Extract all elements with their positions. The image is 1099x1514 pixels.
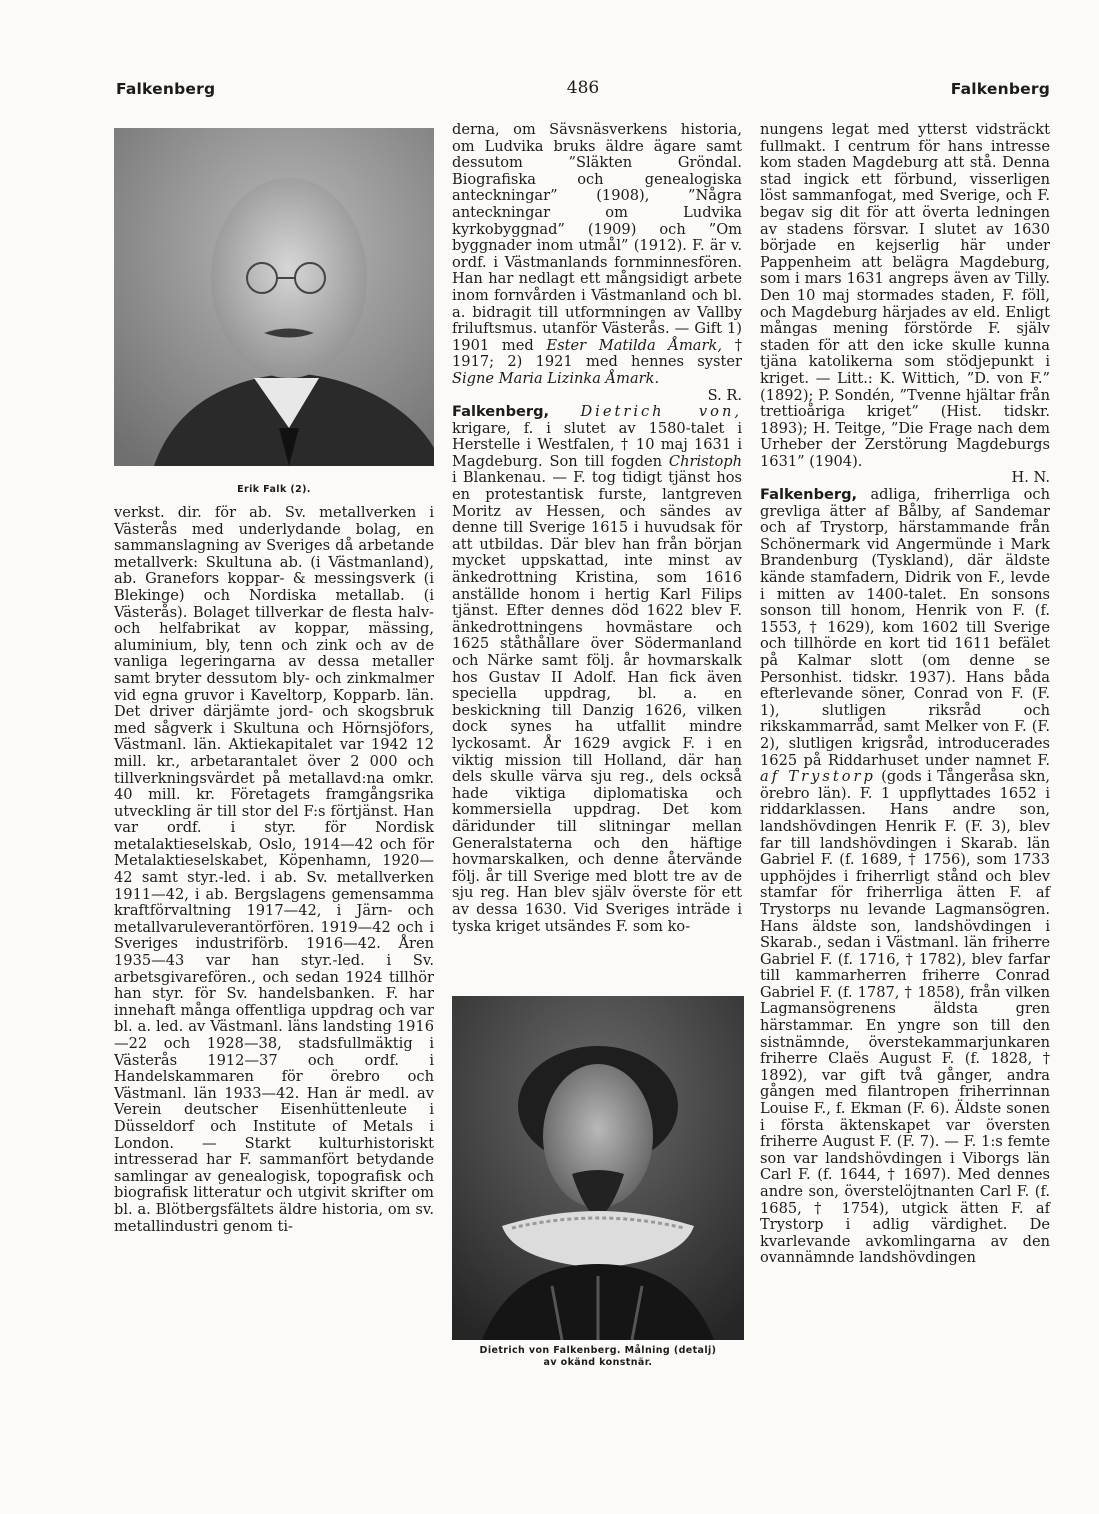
col2-wife2: Signe Maria Lizinka Åmark. <box>452 369 660 387</box>
portrait-dietrich-von-falkenberg <box>452 996 744 1340</box>
col3-text1: nungens legat med ytterst vidsträckt fullmakt. I centrum för hans intresse kom staden Magdeburg att stå. Denna stad ingick ett förbund, visserligen löst sammanfogat, med Sverige, och F. begav sig dit för att överta ledningen av stadens försvar. I slutet av 1630 började en kejserlig här under Pappenheim att belägra Magdeburg, som i mars 1631 angreps även av Tilly. Den 10 maj stormades staden, F. föll, och Magdeburg härjades av eld. Enligt mångas mening förstörde F. själv staden för att den icke skulle kunna tjäna katolikerna som stödjepunkt i kriget. — Litt.: K. Wittich, ”D. von F.” (1892); P. Sondén, ”Tvenne hjältar från trettioåriga kriget” (Hist. tidskr. 1893); H. Teitge, ”Die Frage nach dem Urheber der Zerstörung Magdeburgs 1631” (1904). <box>760 121 1050 470</box>
column-2 <box>452 122 742 935</box>
entry-dietrich-text: i Blankenau. — F. tog tidigt tjänst hos en protestantisk furste, lantgreven Moritz av Hessen, och sändes av denne till Sverige 1615 i huvudsak för att utbildas. Där blev han från början mycket uppskattad, inte minst av änkedrottning Kristina, som 1616 anställde honom i hertig Karl Filips tjänst. Efter dennes död 1622 blev F. änkedrottningens hovmästare och 1625 ståthållare över Södermanland och Närke samt följ. år hovmarskalk hos Gustav II Adolf. Han fick även speciella uppdrag, bl. a. en beskickning till Danzig 1626, vilken dock synes ha utfallit mindre lyckosamt. År 1629 avgick F. i en viktig mission till Holland, där han dels skulle värva sju reg., dels också hade viktiga diplomatiska och kommersiella uppdrag. Det kom däridunder till slitningar mellan Generalstaterna och den häftige hovmarskalken, och denne återvände följ. år till Sverige med blott tre av de sju reg. Han blev själv överste för ett av dessa 1630. Vid Sveriges inträde i tyska kriget utsändes F. som ko- <box>452 469 742 935</box>
entry-dietrich-pre: krigare, f. i slutet av 1580-talet i Herstelle i Westfalen, † 10 maj 1631 i Magdeburg. Son till fogden <box>452 419 742 470</box>
page-number: 486 <box>566 78 600 98</box>
col2-wife1: Ester Matilda Åmark, <box>546 336 722 354</box>
portrait-erik-falk-image <box>114 128 434 466</box>
caption-dietrich <box>452 1345 744 1369</box>
portrait-dietrich-image <box>452 996 744 1340</box>
entry-falkenberg-family <box>760 487 1050 1267</box>
running-header <box>116 74 1050 108</box>
entry-dietrich-father: Christoph <box>668 452 742 470</box>
col2-para1 <box>452 122 742 388</box>
header-right-keyword: Falkenberg <box>950 80 1050 98</box>
entry-family-spaced: af Trystorp <box>760 768 876 786</box>
column-3 <box>760 122 1050 1267</box>
entry-family-text: (gods i Tångeråsa skn, örebro län). F. 1 uppflyttades 1652 i riddarklassen. Hans andre son, landshövdingen Henrik F. (F. 3), blev far till landshövdingen i Skarab. län Gabriel F. (f. 1689, † 1756), som 1733 upphöjdes i friherrligt stånd och blev stamfar för friherrliga ätten F. af Trystorps nu levande Lagmansögren. Hans äldste son, landshövdingen i Skarab., sedan i Västmanl. län friherre Gabriel F. (f. 1716, † 1782), blev farfar till kammarherren friherre Conrad Gabriel F. (f. 1787, † 1858), från vilken Lagmansögrenens äldsta gren härstammar. En yngre son till den sistnämnde, överstekammarjunkaren friherre Claës August F. (f. 1828, † 1892), var gift två gånger, andra gången med filantropen friherrinnan Louise F., f. Ekman (F. 6). Äldste sonen i första äktenskapet var översten friherre August F. (F. 7). — F. 1:s femte son var landshövdingen i Viborgs län Carl F. (f. 1644, † 1697). Med dennes andre son, överstelöjtnanten Carl F. (f. 1685, † 1754), utgick ätten F. af Trystorp i adlig värdighet. De kvarlevande avkomlingarna av den ovannämnde landshövdingen <box>760 768 1051 1267</box>
column-1 <box>114 505 434 1235</box>
entry-dietrich-name: Dietrich von, <box>580 403 743 421</box>
caption-erik-falk: Erik Falk (2). <box>237 484 311 495</box>
entry-family-head: Falkenberg, <box>760 486 858 504</box>
header-left-keyword: Falkenberg <box>116 80 216 98</box>
entry-family-pre: adliga, friherrliga och grevliga ätter af Bålby, af Sandemar och af Trystorp, härstammande från Schönermark vid Angermünde i Mark Brandenburg (Tyskland), där äldste kände stamfadern, Didrik von F., levde i mitten av 1400-talet. En sonsons sonson till honom, Henrik von F. (f. 1553, † 1629), kom 1602 till Sverige och tillhörde en kort tid 1611 befälet på Kalmar slott (om denne se Personhist. tidskr. 1937). Hans båda efterlevande söner, Conrad von F. (F. 1), slutligen riksråd och rikskammarråd, samt Melker von F. (F. 2), slutligen krigsråd, introducerades 1625 på Riddarhuset under namnet F. <box>760 486 1051 769</box>
col1-text: verkst. dir. för ab. Sv. metallverken i Västerås med underlydande bolag, en sammanslagning av Sveriges då arbetande metallverk: Skultuna ab. (i Västmanland), ab. Granefors koppar- & messingsverk (i Blekinge) och Nordiska metallab. (i Västerås). Bolaget tillverkar de flesta halv- och helfabrikat av koppar, mässing, aluminium, bly, tenn och zink och av de vanliga legeringarna av dessa metaller samt bryter dessutom bly- och zinkmalmer vid egna gruvor i Kaveltorp, Kopparb. län. Det driver därjämte jord- och skogsbruk med sågverk i Skultuna och Hörnsjöfors, Västmanl. län. Aktiekapitalet var 1942 12 mill. kr., arbetarantalet över 2 000 och tillverkningsvärdet på metallavd:na omkr. 40 mill. kr. Företagets framgångsrika utveckling är till stor del F:s förtjänst. Han var ordf. i styr. för Nordisk metalaktieselskab, Oslo, 1914—42 och för Metalaktieselskabet, Köpenhamn, 1920—42 samt styr.-led. i ab. Sv. metallverken 1911—42, i ab. Bergslagens gemensamma kraftförvaltning 1917—42, i Järn- och metallvaruleverantörfören. 1919—42 och i Sveriges industriförb. 1916—42. Åren 1935—43 var han styr.-led. i Sv. arbetsgivarefören., och sedan 1924 tillhör han styr. för Sv. handelsbanken. F. har innehaft många offentliga uppdrag och var bl. a. led. av Västmanl. läns landsting 1916—22 och 1928—38, stadsfullmäktig i Västerås 1912—37 och ordf. i Handelskammaren för örebro och Västmanl. län 1933—42. Han är medl. av Verein deutscher Eisenhüttenleute i Düsseldorf och Institute of Metals i London. — Starkt kulturhistoriskt intresserad har F. sammanfört betydande samlingar av genealogisk, topografisk och biografisk litteratur och utgivit skrifter om bl. a. Blötbergsfältets äldre historia, om sv. metallindustri genom ti- <box>114 504 434 1235</box>
portrait-erik-falk <box>114 128 434 466</box>
signature-hn: H. N. <box>1011 469 1050 487</box>
caption-dietrich-line1: Dietrich von Falkenberg. Målning (detalj) <box>479 1345 717 1356</box>
entry-dietrich-head: Falkenberg, <box>452 403 550 421</box>
col2-para1b: † 1917; 2) 1921 med hennes syster <box>452 336 743 371</box>
entry-dietrich <box>452 404 742 935</box>
signature-sr: S. R. <box>707 386 742 404</box>
signature-row-2 <box>760 470 1050 487</box>
caption-dietrich-line2: av okänd konstnär. <box>543 1357 653 1368</box>
col2-para1-text: derna, om Sävsnäsverkens historia, om Ludvika bruks äldre ägare samt dessutom ”Släkten Gröndal. Biografiska och genealogiska anteckningar” (1908), ”Några anteckningar om Ludvika kyrkobyggnad” (1909) och ”Om byggnader inom utmål” (1912). F. är v. ordf. i Västmanlands fornminnesfören. Han har nedlagt ett mångsidigt arbete inom fornvården i Västmanland och bl. a. bidragit till utformningen av Vallby friluftsmus. utanför Västerås. — Gift 1) 1901 med <box>452 121 742 354</box>
signature-row-1 <box>452 388 742 405</box>
